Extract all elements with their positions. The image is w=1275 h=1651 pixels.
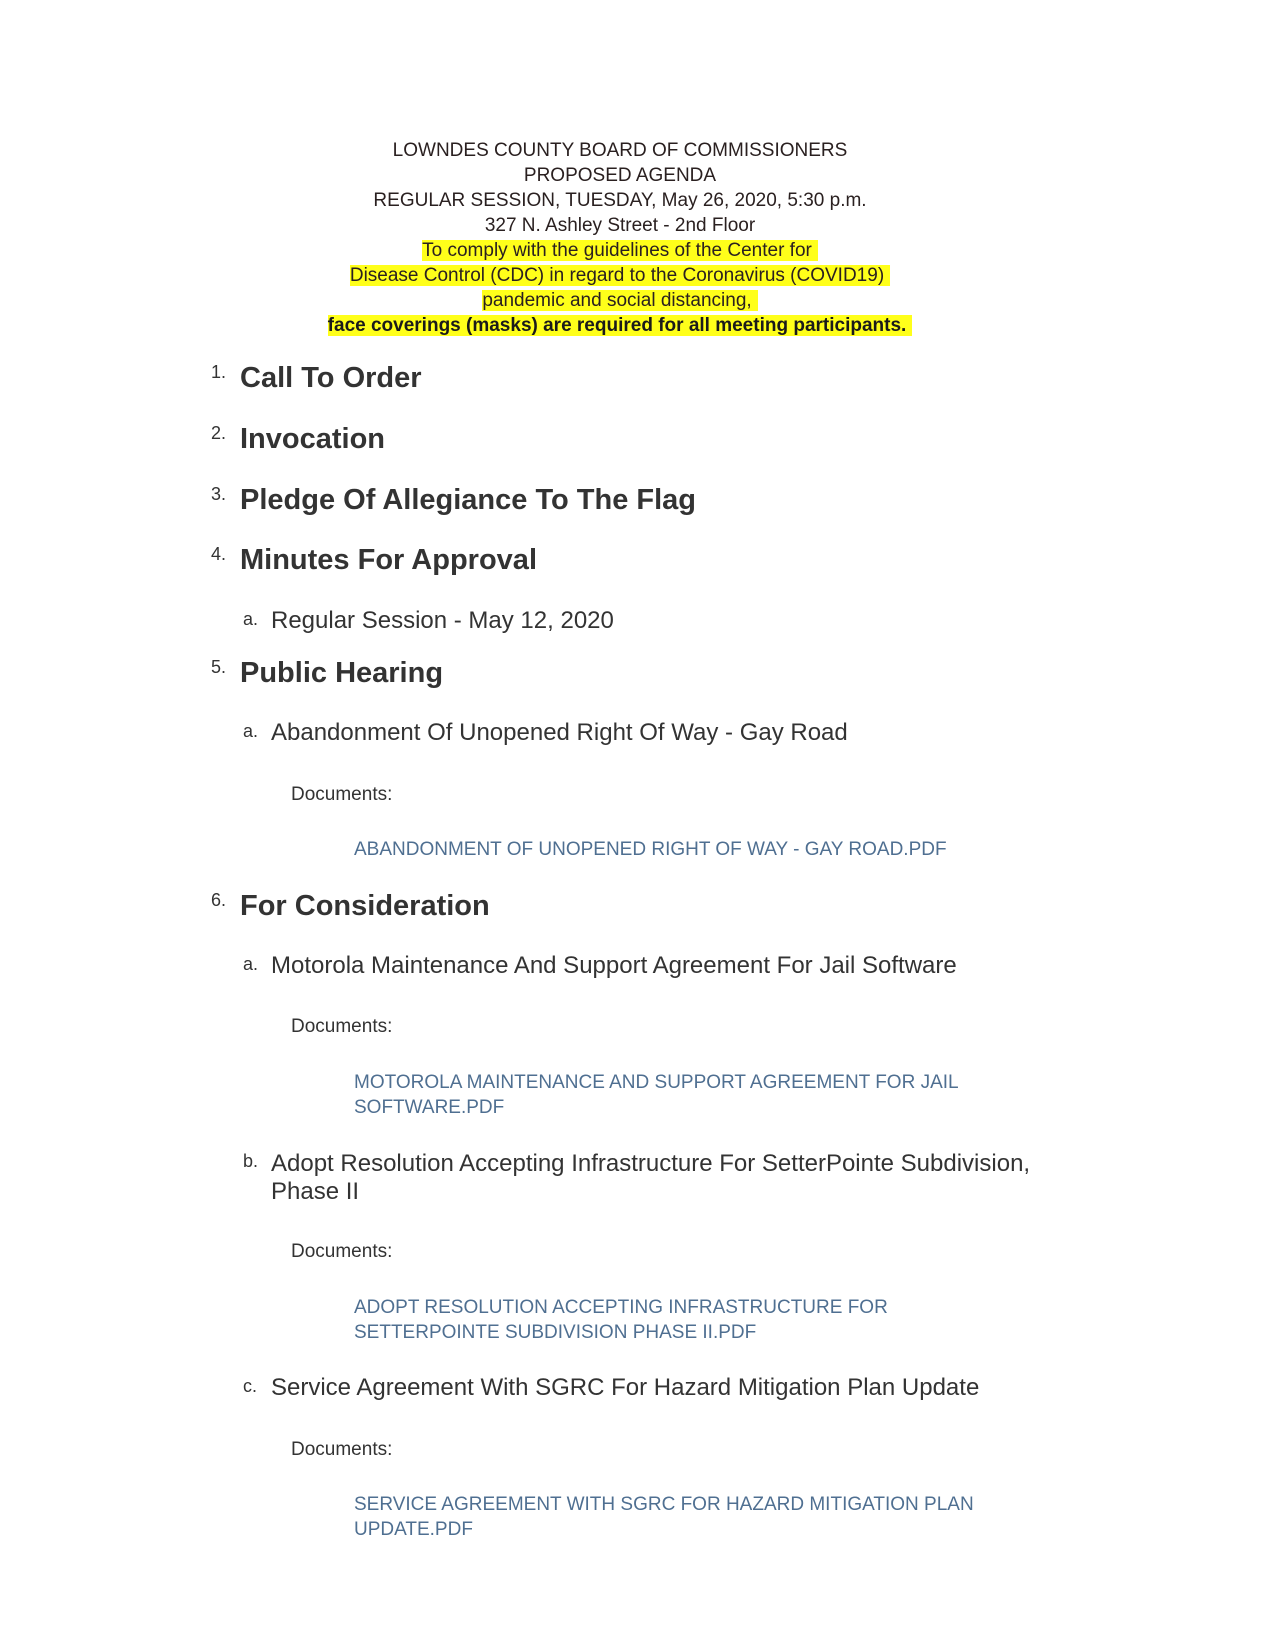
header-title: LOWNDES COUNTY BOARD OF COMMISSIONERS [392,140,848,161]
link-line: MOTOROLA MAINTENANCE AND SUPPORT AGREEMENT FOR JAIL [354,1072,959,1093]
sub-item-letter: b. [243,1151,259,1171]
link-line: SOFTWARE.PDF [354,1097,505,1118]
header-subtitle: PROPOSED AGENDA [523,165,717,186]
mask-requirement [0,313,1240,338]
covid-notice-line-1 [0,238,1240,263]
documents-label: Documents: [291,1439,393,1460]
sub-item-regular-session-minutes: Regular Session - May 12, 2020 [271,607,614,634]
agenda-heading-for-consideration: For Consideration [240,890,490,922]
covid-notice-line-2 [0,263,1240,288]
document-link-motorola-pdf[interactable] [354,1070,959,1120]
header-session: REGULAR SESSION, TUESDAY, May 26, 2020, 5:30 p.m. [373,190,867,211]
sub-item-motorola-agreement: Motorola Maintenance And Support Agreement For Jail Software [271,952,957,979]
link-line: ADOPT RESOLUTION ACCEPTING INFRASTRUCTURE FOR [354,1297,888,1318]
title-line: Phase II [271,1178,360,1205]
item-number: 6. [211,890,227,910]
agenda-heading-public-hearing: Public Hearing [240,657,444,689]
header-address: 327 N. Ashley Street - 2nd Floor [484,215,756,236]
highlight: face coverings (masks) are required for all meeting participants. [328,315,913,336]
highlight: pandemic and social distancing, [482,290,757,311]
item-number: 2. [211,423,227,443]
agenda-heading-call-to-order: Call To Order [240,362,422,394]
item-number: 1. [211,362,227,382]
sub-item-letter: c. [243,1376,258,1396]
link-line: SETTERPOINTE SUBDIVISION PHASE II.PDF [354,1322,757,1343]
item-number: 4. [211,544,227,564]
documents-label: Documents: [291,1016,393,1037]
sub-item-letter: a. [243,954,259,974]
link-line: UPDATE.PDF [354,1519,473,1540]
documents-label: Documents: [291,1241,393,1262]
title-line: Adopt Resolution Accepting Infrastructure For SetterPointe Subdivision, [271,1150,1031,1177]
sub-item-setterpointe-resolution [271,1150,1030,1206]
documents-label: Documents: [291,784,393,805]
sub-item-letter: a. [243,609,259,629]
agenda-heading-minutes: Minutes For Approval [240,544,537,576]
document-link-setterpointe-pdf[interactable] [354,1295,888,1345]
agenda-heading-pledge: Pledge Of Allegiance To The Flag [240,484,697,516]
sub-item-abandonment: Abandonment Of Unopened Right Of Way - Gay Road [271,719,848,746]
sub-item-sgrc-agreement: Service Agreement With SGRC For Hazard Mitigation Plan Update [271,1374,980,1401]
sub-item-letter: a. [243,721,259,741]
document-link-abandonment-pdf[interactable]: ABANDONMENT OF UNOPENED RIGHT OF WAY - GAY ROAD.PDF [354,839,947,860]
highlight: Disease Control (CDC) in regard to the Coronavirus (COVID19) [350,265,890,286]
item-number: 5. [211,657,227,677]
agenda-heading-invocation: Invocation [240,423,386,455]
link-line: SERVICE AGREEMENT WITH SGRC FOR HAZARD MITIGATION PLAN [354,1494,974,1515]
item-number: 3. [211,484,227,504]
covid-notice-line-3 [0,288,1240,313]
highlight: To comply with the guidelines of the Center for [422,240,818,261]
document-link-sgrc-pdf[interactable] [354,1492,974,1542]
